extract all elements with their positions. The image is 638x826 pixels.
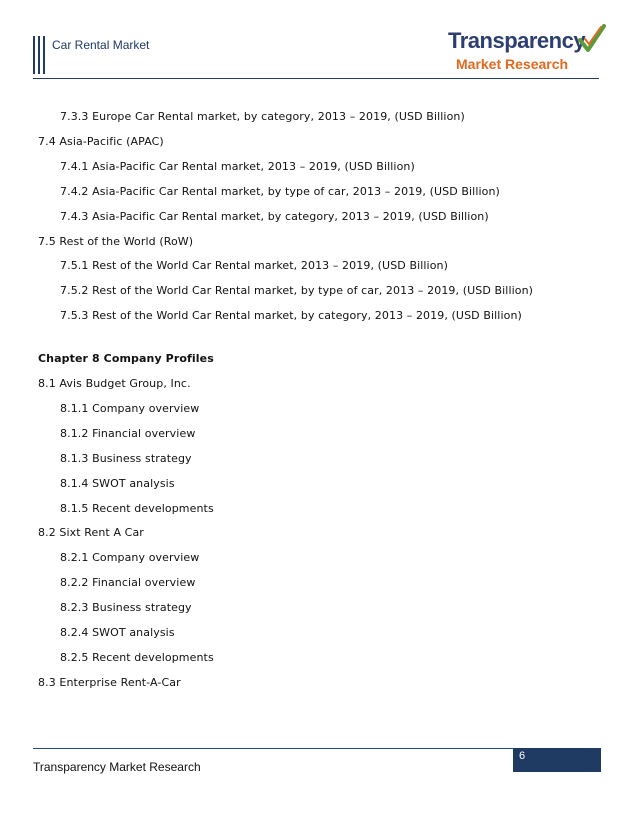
toc-chapter-heading: Chapter 8 Company Profiles: [38, 352, 214, 366]
toc-entry: 7.4.2 Asia-Pacific Car Rental market, by type of car, 2013 – 2019, (USD Billion): [60, 184, 500, 198]
toc-entry: 8.2.5 Recent developments: [60, 650, 214, 664]
toc-entry: 7.5.3 Rest of the World Car Rental market, by category, 2013 – 2019, (USD Billion): [60, 309, 522, 323]
logo-wordmark: Transparency: [448, 28, 586, 53]
toc-entry: 8.2.4 SWOT analysis: [60, 626, 175, 639]
header-accent-bar: [43, 36, 45, 74]
toc-entry: 8.2.1 Company overview: [60, 551, 200, 565]
toc-entry: 8.1.1 Company overview: [60, 401, 200, 415]
header-accent-bar: [38, 36, 40, 74]
toc-entry: 7.4 Asia-Pacific (APAC): [38, 134, 164, 148]
header-title: Car Rental Market: [52, 38, 150, 52]
footer-publisher: Transparency Market Research: [33, 760, 201, 774]
toc-entry: 8.2 Sixt Rent A Car: [38, 526, 144, 540]
toc-entry: 8.1.4 SWOT analysis: [60, 476, 175, 490]
company-logo: [448, 22, 608, 78]
toc-entry: 8.1.2 Financial overview: [60, 426, 196, 440]
logo-subtitle: Market Research: [456, 56, 569, 72]
toc-entry: 8.1 Avis Budget Group, Inc.: [38, 377, 191, 390]
toc-entry: 7.3.3 Europe Car Rental market, by category, 2013 – 2019, (USD Billion): [60, 110, 465, 123]
toc-entry: 7.5.1 Rest of the World Car Rental market, 2013 – 2019, (USD Billion): [60, 259, 449, 273]
checkmark-icon: [576, 22, 608, 56]
toc-entry: 8.1.5 Recent developments: [60, 501, 214, 515]
footer-divider: [33, 748, 513, 749]
toc-entry: 8.2.3 Business strategy: [60, 601, 192, 615]
toc-entry: 7.5.2 Rest of the World Car Rental market, by type of car, 2013 – 2019, (USD Billion): [60, 284, 534, 298]
toc-entry: 8.3 Enterprise Rent-A-Car: [38, 675, 181, 689]
page-number-box: [513, 748, 601, 772]
toc-entry: 7.4.3 Asia-Pacific Car Rental market, by category, 2013 – 2019, (USD Billion): [60, 209, 489, 223]
toc-entry: 7.4.1 Asia-Pacific Car Rental market, 2013 – 2019, (USD Billion): [60, 159, 415, 173]
header-accent-bar: [33, 36, 35, 74]
toc-entry: 8.1.3 Business strategy: [60, 451, 192, 465]
toc-entry: 8.2.2 Financial overview: [60, 576, 196, 590]
toc-entry: 7.5 Rest of the World (RoW): [38, 234, 194, 248]
header-divider: [33, 78, 599, 79]
page-number: 6: [519, 750, 526, 762]
